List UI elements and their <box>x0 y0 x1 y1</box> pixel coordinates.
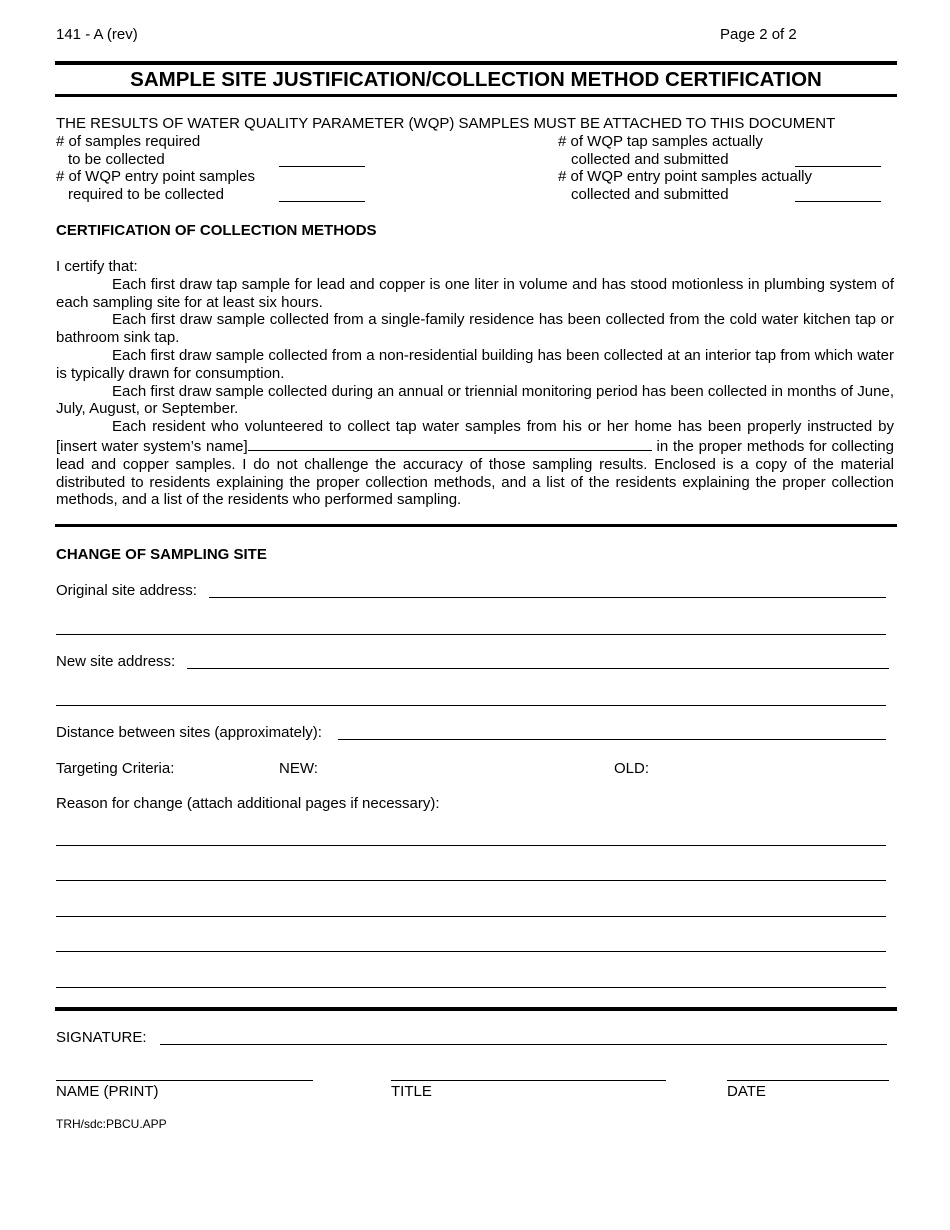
name-print-label: NAME (PRINT) <box>56 1083 159 1100</box>
section-divider <box>55 524 897 527</box>
footer-code: TRH/sdc:PBCU.APP <box>56 1117 167 1131</box>
cert-paragraph-1: Each first draw tap sample for lead and copper is one liter in volume and has stood motionless in plumbing system of each sampling site for at least six hours. <box>56 275 894 311</box>
signature-field[interactable] <box>160 1044 887 1045</box>
title-bottom-rule <box>55 94 897 97</box>
distance-label: Distance between sites (approximately): <box>56 724 322 741</box>
entry-submitted-label: # of WQP entry point samples actually <box>558 168 813 185</box>
new-address-label: New site address: <box>56 653 176 670</box>
entry-required-field[interactable] <box>279 201 365 202</box>
cert-paragraph-3: Each first draw sample collected from a non-residential building has been collected at an interior tap from which water is typically drawn for consumption. <box>56 346 894 382</box>
original-address-field-2[interactable] <box>56 634 886 635</box>
reason-line-5[interactable] <box>56 987 886 988</box>
certify-intro: I certify that: <box>56 258 138 275</box>
reason-line-1[interactable] <box>56 845 886 846</box>
tap-submitted-label: # of WQP tap samples actually <box>558 133 763 150</box>
certification-text <box>56 258 894 509</box>
signature-label: SIGNATURE: <box>56 1029 147 1046</box>
change-heading: CHANGE OF SAMPLING SITE <box>56 546 267 563</box>
reason-line-2[interactable] <box>56 880 886 881</box>
wqp-notice: THE RESULTS OF WATER QUALITY PARAMETER (WQP) SAMPLES MUST BE ATTACHED TO THIS DOCUMENT <box>56 115 836 132</box>
tap-submitted-label-2: collected and submitted <box>571 151 729 168</box>
page-title: SAMPLE SITE JUSTIFICATION/COLLECTION METHOD CERTIFICATION <box>130 68 822 91</box>
form-id: 141 - A (rev) <box>56 26 138 43</box>
original-address-field[interactable] <box>209 597 886 598</box>
samples-required-field[interactable] <box>279 166 365 167</box>
title-top-rule <box>55 61 897 65</box>
targeting-new-label: NEW: <box>279 760 318 777</box>
targeting-old-label: OLD: <box>614 760 650 777</box>
cert-paragraph-4: Each first draw sample collected during an annual or triennial monitoring period has been collected in months of June, July, August, or September. <box>56 382 894 418</box>
distance-field[interactable] <box>338 739 886 740</box>
samples-required-label-2: to be collected <box>68 151 165 168</box>
new-address-field[interactable] <box>187 668 889 669</box>
cert-paragraph-2: Each first draw sample collected from a single-family residence has been collected from the cold water kitchen tap or bathroom sink tap. <box>56 311 894 347</box>
samples-required-label: # of samples required <box>56 133 201 150</box>
date-field[interactable] <box>727 1080 889 1081</box>
title-field[interactable] <box>391 1080 666 1081</box>
reason-line-4[interactable] <box>56 951 886 952</box>
entry-submitted-label-2: collected and submitted <box>571 186 729 203</box>
name-print-field[interactable] <box>56 1080 313 1081</box>
new-address-field-2[interactable] <box>56 705 886 706</box>
targeting-label: Targeting Criteria: <box>56 760 175 777</box>
certification-heading: CERTIFICATION OF COLLECTION METHODS <box>56 222 377 239</box>
date-label: DATE <box>727 1083 766 1100</box>
water-system-name-field[interactable] <box>248 436 652 451</box>
entry-required-label-2: required to be collected <box>68 186 224 203</box>
cert-p5-start: Each resident who volunteered to collect tap water samples from his or her home has been properly instructed by <box>112 418 894 436</box>
reason-label: Reason for change (attach additional pages if necessary): <box>56 795 440 812</box>
water-system-placeholder: [insert water system’s name] <box>56 437 248 455</box>
cert-paragraph-5 <box>56 418 894 509</box>
original-address-label: Original site address: <box>56 582 197 599</box>
signature-divider <box>55 1007 897 1011</box>
title-label: TITLE <box>391 1083 432 1100</box>
entry-required-label: # of WQP entry point samples <box>56 168 255 185</box>
page-number: Page 2 of 2 <box>720 26 797 43</box>
tap-submitted-field[interactable] <box>795 166 881 167</box>
entry-submitted-field[interactable] <box>795 201 881 202</box>
cert-p5-end: in the proper methods for collecting lead and copper samples. I do not challenge the accuracy of those sampling results. Enclosed is a copy of the material distributed to residents explaining the proper collection methods, and a list of the residents explaining the proper collection methods, and a list of the residents who performed sampling. <box>56 437 894 509</box>
reason-line-3[interactable] <box>56 916 886 917</box>
